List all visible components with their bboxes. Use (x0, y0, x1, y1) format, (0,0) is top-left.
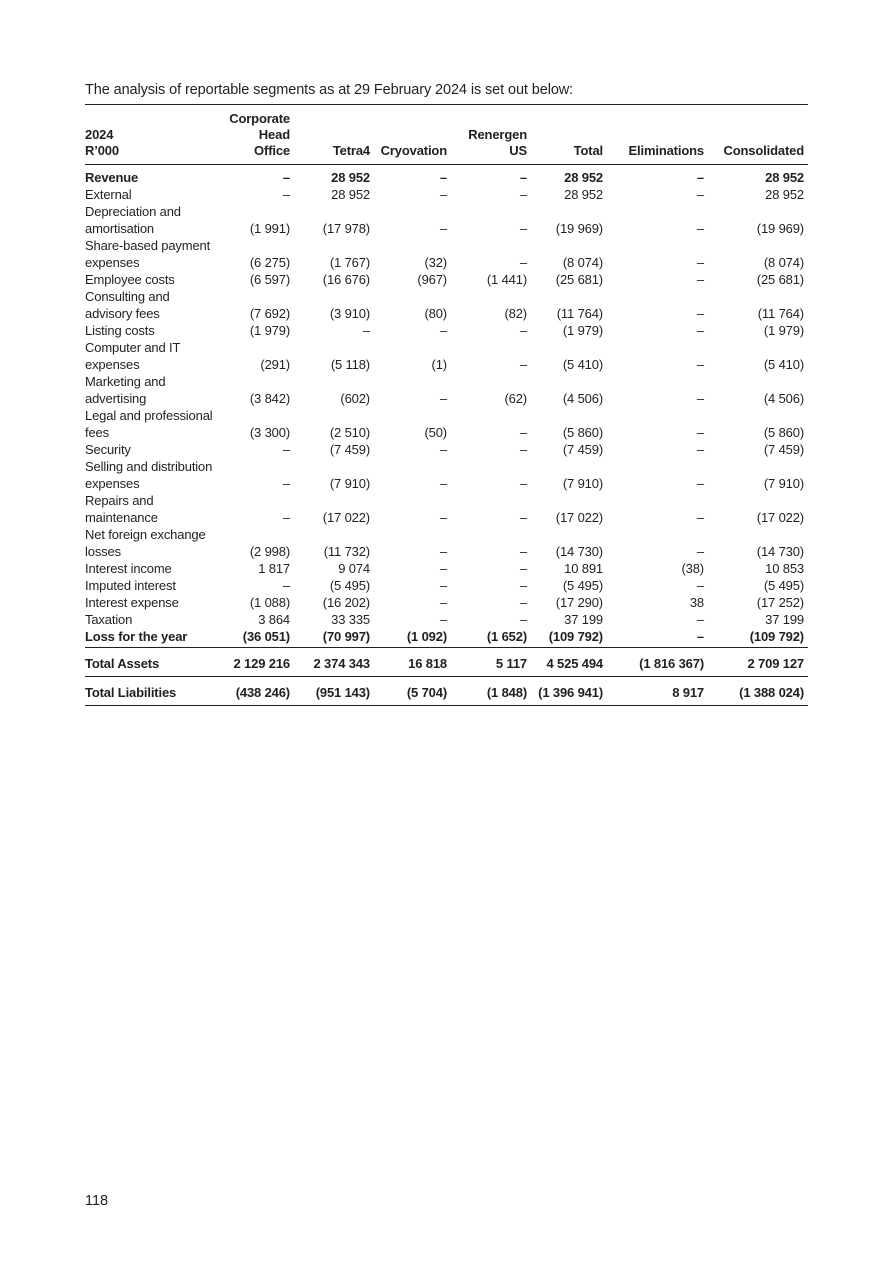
row-value: – (696, 476, 704, 491)
row-value: – (519, 476, 527, 491)
row-value: (1 848) (451, 677, 531, 706)
column-header-line: Total (573, 143, 603, 158)
table-row (85, 560, 808, 577)
row-value: – (696, 170, 704, 185)
row-value: (16 676) (322, 272, 370, 287)
row-value: – (439, 595, 447, 610)
row-value: – (282, 170, 290, 185)
row-value: 38 (689, 595, 704, 610)
row-value: – (519, 255, 527, 270)
row-value: 8 917 (607, 677, 708, 706)
column-header (451, 105, 531, 165)
row-value: (5 495) (562, 578, 603, 593)
row-value: (951 143) (294, 677, 374, 706)
row-value: (17 022) (555, 510, 603, 525)
row-value: – (439, 510, 447, 525)
row-value: (7 910) (763, 476, 804, 491)
row-value: – (439, 612, 447, 627)
row-value: (5 410) (763, 357, 804, 372)
row-value: (6 275) (249, 255, 290, 270)
row-value: (1 652) (451, 628, 531, 648)
row-label: Loss for the year (85, 628, 218, 648)
row-value: (5 704) (374, 677, 451, 706)
row-value: (2 510) (329, 425, 370, 440)
row-label: Share-based payment expenses (85, 238, 211, 270)
row-value: (32) (424, 255, 447, 270)
table-row (85, 648, 808, 677)
row-value: 5 117 (451, 648, 531, 677)
row-label: Marketing and advertising (85, 374, 166, 406)
row-value: 10 891 (564, 561, 603, 576)
row-value: (25 681) (756, 272, 804, 287)
column-header (294, 105, 374, 165)
row-value: – (282, 442, 290, 457)
row-value: – (519, 578, 527, 593)
row-label: Legal and professional fees (85, 408, 213, 440)
column-header (531, 105, 607, 165)
row-value: (109 792) (531, 628, 607, 648)
row-value: (17 252) (756, 595, 804, 610)
row-value: 2 129 216 (218, 648, 294, 677)
column-header-line: US (509, 143, 527, 158)
row-value: (36 051) (218, 628, 294, 648)
row-value: (7 910) (329, 476, 370, 491)
row-value: (4 506) (763, 391, 804, 406)
row-value: – (696, 255, 704, 270)
row-value: (1 816 367) (607, 648, 708, 677)
column-header-line: Consolidated (723, 143, 804, 158)
row-value: (1 388 024) (708, 677, 808, 706)
row-value: (17 022) (322, 510, 370, 525)
row-value: – (282, 578, 290, 593)
row-value: (1 088) (249, 595, 290, 610)
row-label: Consulting and advisory fees (85, 289, 170, 321)
row-value: – (519, 612, 527, 627)
row-value: (14 730) (756, 544, 804, 559)
row-label: Imputed interest (85, 578, 176, 593)
row-value: 37 199 (765, 612, 804, 627)
row-label: Interest income (85, 561, 172, 576)
row-value: (1 979) (763, 323, 804, 338)
row-value: – (282, 510, 290, 525)
row-value: (82) (504, 306, 527, 321)
row-value: (5 860) (562, 425, 603, 440)
row-value: (109 792) (708, 628, 808, 648)
row-value: (3 910) (329, 306, 370, 321)
intro-text: The analysis of reportable segments as at 29 February 2024 is set out below: (85, 82, 574, 98)
row-value: (1 979) (562, 323, 603, 338)
column-header (374, 105, 451, 165)
row-value: – (519, 425, 527, 440)
row-value: (1 991) (249, 221, 290, 236)
row-value: – (439, 221, 447, 236)
row-value: – (696, 357, 704, 372)
column-header-line: Eliminations (628, 143, 704, 158)
column-header-line: Corporate (229, 111, 290, 126)
row-label: Computer and IT expenses (85, 340, 181, 372)
row-value: (11 764) (556, 306, 603, 321)
row-value: – (696, 323, 704, 338)
row-value: (17 290) (555, 595, 603, 610)
row-value: – (282, 476, 290, 491)
row-value: (7 459) (562, 442, 603, 457)
row-value: (16 202) (322, 595, 370, 610)
row-value: (7 692) (249, 306, 290, 321)
row-value: – (439, 476, 447, 491)
row-label: Security (85, 442, 131, 457)
row-value: (5 410) (562, 357, 603, 372)
row-value: (5 495) (763, 578, 804, 593)
row-value: (70 997) (294, 628, 374, 648)
row-value: 3 864 (258, 612, 290, 627)
row-value: (602) (340, 391, 370, 406)
row-value: – (696, 272, 704, 287)
row-value: 1 817 (258, 561, 290, 576)
row-value: (1 979) (249, 323, 290, 338)
row-value: 4 525 494 (531, 648, 607, 677)
header-year: 2024 (85, 127, 114, 142)
column-header (708, 105, 808, 165)
table-row (85, 339, 808, 373)
row-value: (3 842) (249, 391, 290, 406)
row-value: 28 952 (331, 170, 370, 185)
row-value: – (519, 187, 527, 202)
row-label: Total Assets (85, 648, 218, 677)
row-value: – (696, 425, 704, 440)
table-row (85, 628, 808, 648)
row-value: 28 952 (331, 187, 370, 202)
row-label: Total Liabilities (85, 677, 218, 706)
row-value: – (696, 510, 704, 525)
table-row (85, 458, 808, 492)
table-row (85, 237, 808, 271)
row-value: – (519, 357, 527, 372)
row-value: (967) (417, 272, 447, 287)
row-value: (17 022) (756, 510, 804, 525)
column-header-line: Office (254, 143, 290, 158)
table-row (85, 677, 808, 706)
row-value: 2 709 127 (708, 648, 808, 677)
row-value: (7 910) (562, 476, 603, 491)
row-value: – (519, 323, 527, 338)
row-value: – (362, 323, 370, 338)
row-value: (7 459) (329, 442, 370, 457)
row-value: – (696, 578, 704, 593)
table-header (85, 105, 808, 165)
row-value: (5 118) (330, 357, 370, 372)
row-value: – (439, 544, 447, 559)
row-value: 28 952 (765, 187, 804, 202)
row-value: – (439, 578, 447, 593)
row-label: Interest expense (85, 595, 179, 610)
table-row (85, 577, 808, 594)
column-header (218, 105, 294, 165)
column-header-line: Cryovation (380, 143, 447, 158)
row-value: (5 495) (329, 578, 370, 593)
row-value: (1 092) (374, 628, 451, 648)
row-value: (8 074) (562, 255, 603, 270)
row-value: (1 767) (329, 255, 370, 270)
row-value: – (696, 544, 704, 559)
column-header-line: Renergen (468, 127, 527, 142)
row-value: (2 998) (249, 544, 290, 559)
row-value: – (696, 442, 704, 457)
row-value: 28 952 (564, 170, 603, 185)
row-value: – (519, 544, 527, 559)
table-row (85, 322, 808, 339)
table-row (85, 492, 808, 526)
row-value: (19 969) (555, 221, 603, 236)
row-value: (6 597) (249, 272, 290, 287)
table-row (85, 526, 808, 560)
row-value: (11 732) (323, 544, 370, 559)
row-value: – (519, 561, 527, 576)
row-value: (1 441) (486, 272, 527, 287)
header-row (85, 105, 808, 165)
column-header-line: Tetra4 (332, 143, 370, 158)
row-value: (25 681) (555, 272, 603, 287)
row-value: – (696, 612, 704, 627)
table-row (85, 186, 808, 203)
row-value: – (519, 221, 527, 236)
row-value: – (439, 170, 447, 185)
column-header (607, 105, 708, 165)
row-value: (19 969) (756, 221, 804, 236)
row-value: (62) (504, 391, 527, 406)
row-value: – (439, 323, 447, 338)
table-row (85, 373, 808, 407)
row-value: – (607, 628, 708, 648)
row-label: Employee costs (85, 272, 175, 287)
row-value: – (519, 595, 527, 610)
row-value: (1) (431, 357, 447, 372)
row-value: – (696, 391, 704, 406)
table-row (85, 165, 808, 187)
row-label: Selling and distribution expenses (85, 459, 213, 491)
row-value: (1 396 941) (531, 677, 607, 706)
row-value: – (519, 442, 527, 457)
row-label: Listing costs (85, 323, 155, 338)
row-value: 9 074 (338, 561, 370, 576)
row-label: Repairs and maintenance (85, 493, 158, 525)
row-label: Net foreign exchange losses (85, 527, 206, 559)
table-row (85, 611, 808, 628)
table-row (85, 441, 808, 458)
row-value: – (439, 442, 447, 457)
row-value: 33 335 (331, 612, 370, 627)
row-value: – (439, 561, 447, 576)
segment-analysis-table (85, 104, 808, 706)
row-value: 16 818 (374, 648, 451, 677)
row-value: – (519, 510, 527, 525)
row-value: – (696, 187, 704, 202)
row-label: Taxation (85, 612, 133, 627)
row-value: (7 459) (763, 442, 804, 457)
row-value: – (519, 170, 527, 185)
table-row (85, 407, 808, 441)
header-unit: R’000 (85, 143, 119, 158)
row-value: (11 764) (757, 306, 804, 321)
row-value: (4 506) (562, 391, 603, 406)
row-label: Depreciation and amortisation (85, 204, 181, 236)
row-value: (3 300) (249, 425, 290, 440)
header-year-unit (85, 105, 218, 165)
row-value: (14 730) (555, 544, 603, 559)
table-row (85, 203, 808, 237)
row-value: 28 952 (564, 187, 603, 202)
row-value: (8 074) (763, 255, 804, 270)
row-value: (38) (681, 561, 704, 576)
table-row (85, 271, 808, 288)
table-row (85, 288, 808, 322)
table-body (85, 165, 808, 706)
row-label: External (85, 187, 132, 202)
row-value: (291) (260, 357, 290, 372)
row-value: (5 860) (763, 425, 804, 440)
row-value: – (696, 306, 704, 321)
row-label: Revenue (85, 170, 139, 185)
page-number: 118 (85, 1193, 109, 1209)
row-value: (50) (424, 425, 447, 440)
row-value: (80) (424, 306, 447, 321)
row-value: 2 374 343 (294, 648, 374, 677)
row-value: 37 199 (564, 612, 603, 627)
row-value: 28 952 (765, 170, 804, 185)
row-value: – (439, 391, 447, 406)
row-value: – (282, 187, 290, 202)
row-value: – (439, 187, 447, 202)
row-value: – (696, 221, 704, 236)
table-row (85, 594, 808, 611)
column-header-line: Head (258, 127, 290, 142)
row-value: 10 853 (765, 561, 804, 576)
row-value: (17 978) (322, 221, 370, 236)
row-value: (438 246) (218, 677, 294, 706)
